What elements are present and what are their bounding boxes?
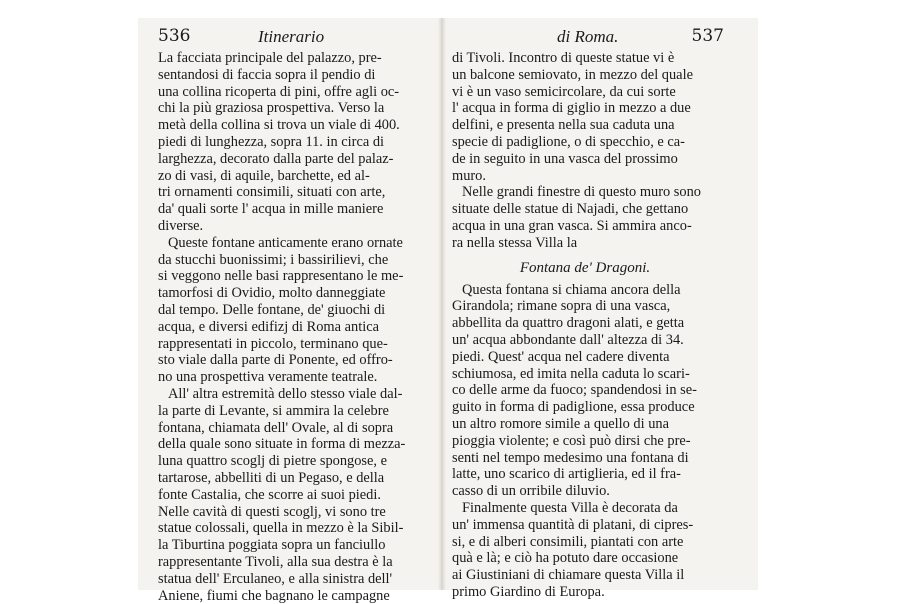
text-line: Nelle cavità di questi scoglj, vi sono tre bbox=[158, 504, 430, 521]
text-line: Finalmente questa Villa è decorata da bbox=[452, 500, 718, 517]
text-line: casso di un orribile diluvio. bbox=[452, 483, 718, 500]
text-line: la Tiburtina poggiata sopra un fanciullo bbox=[158, 537, 430, 554]
text-line: ai Giustiniani di chiamare questa Villa il bbox=[452, 567, 718, 584]
text-line: statua dell' Erculaneo, e alla sinistra dell' bbox=[158, 571, 430, 588]
text-line: schiumosa, ed imita nella caduta lo scari- bbox=[452, 366, 718, 383]
text-line: un balcone semiovato, in mezzo del quale bbox=[452, 67, 718, 84]
left-page-header bbox=[158, 26, 430, 50]
text-line: un' immensa quantità di platani, di cipres- bbox=[452, 517, 718, 534]
text-line: diverse. bbox=[158, 218, 430, 235]
text-line: La facciata principale del palazzo, pre- bbox=[158, 50, 430, 67]
right-page bbox=[452, 26, 718, 601]
text-line: chi la più graziosa prospettiva. Verso la bbox=[158, 100, 430, 117]
text-line: ra nella stessa Villa la bbox=[452, 235, 718, 252]
text-line: piedi. Quest' acqua nel cadere diventa bbox=[452, 349, 718, 366]
right-running-head: di Roma. bbox=[557, 27, 618, 47]
text-line: si, e di alberi consimili, piantati con arte bbox=[452, 534, 718, 551]
text-line: situate delle statue di Najadi, che gettano bbox=[452, 201, 718, 218]
text-line: abbellita da quattro dragoni alati, e getta bbox=[452, 315, 718, 332]
text-line: delfini, e presenta nella sua caduta una bbox=[452, 117, 718, 134]
text-line: di Tivoli. Incontro di queste statue vi è bbox=[452, 50, 718, 67]
text-line: de in seguito in una vasca del prossimo bbox=[452, 151, 718, 168]
text-line: Nelle grandi finestre di questo muro sono bbox=[452, 184, 718, 201]
text-line: rappresentati in piccolo, terminano que- bbox=[158, 336, 430, 353]
text-line: da' quali sorte l' acqua in mille maniere bbox=[158, 201, 430, 218]
text-line: un' acqua abbondante dall' altezza di 34. bbox=[452, 332, 718, 349]
text-line: un altro romore simile a quello di una bbox=[452, 416, 718, 433]
text-line: la parte di Levante, si ammira la celebre bbox=[158, 403, 430, 420]
text-line: statue colossali, quella in mezzo è la Sibil- bbox=[158, 520, 430, 537]
text-line: larghezza, decorato dalla parte del palaz- bbox=[158, 151, 430, 168]
text-line: l' acqua in forma di giglio in mezzo a due bbox=[452, 100, 718, 117]
text-line: quà e là; e ciò ha potuto dare occasione bbox=[452, 550, 718, 567]
text-line: Girandola; rimane sopra di una vasca, bbox=[452, 298, 718, 315]
right-page-body bbox=[452, 50, 718, 601]
text-line: rappresentante Tivoli, alla sua destra è la bbox=[158, 554, 430, 571]
text-line: co delle arme da fuoco; spandendosi in se- bbox=[452, 382, 718, 399]
text-line: Queste fontane anticamente erano ornate bbox=[158, 235, 430, 252]
text-line: guito in forma di padiglione, essa produce bbox=[452, 399, 718, 416]
text-line: da stucchi buonissimi; i bassirilievi, che bbox=[158, 252, 430, 269]
text-line: dal tempo. Delle fontane, de' giuochi di bbox=[158, 302, 430, 319]
text-line: della quale sono situate in forma di mezza- bbox=[158, 436, 430, 453]
left-page bbox=[158, 26, 430, 604]
left-page-body bbox=[158, 50, 430, 604]
text-line: fontana, chiamata dell' Ovale, al di sopra bbox=[158, 420, 430, 437]
left-running-head: Itinerario bbox=[258, 27, 324, 47]
text-line: Questa fontana si chiama ancora della bbox=[452, 282, 718, 299]
text-line: zo di vasi, di aquile, barchette, ed al- bbox=[158, 168, 430, 185]
text-line: una collina ricoperta di pini, offre agli oc- bbox=[158, 84, 430, 101]
text-line: tamorfosi di Ovidio, molto danneggiate bbox=[158, 285, 430, 302]
text-line: senti nel tempo medesimo una fontana di bbox=[452, 450, 718, 467]
text-line: piedi di lunghezza, sopra 11. in circa di bbox=[158, 134, 430, 151]
text-line: si veggono nelle basi rappresentano le me- bbox=[158, 268, 430, 285]
text-line: acqua in una gran vasca. Si ammira anco- bbox=[452, 218, 718, 235]
text-line: Aniene, fiumi che bagnano le campagne bbox=[158, 588, 430, 604]
text-line: no una prospettiva veramente teatrale. bbox=[158, 369, 430, 386]
text-line: pioggia violente; e così può dirsi che pre- bbox=[452, 433, 718, 450]
text-line: metà della collina si trova un viale di 400. bbox=[158, 117, 430, 134]
right-page-header bbox=[452, 26, 718, 50]
text-line: All' altra estremità dello stesso viale dal- bbox=[158, 386, 430, 403]
text-line: vi è un vaso semicircolare, da cui sorte bbox=[452, 84, 718, 101]
left-page-number: 536 bbox=[158, 26, 190, 46]
text-line: fonte Castalia, che scorre ai suoi piedi. bbox=[158, 487, 430, 504]
text-line: tri ornamenti consimili, situati con arte, bbox=[158, 184, 430, 201]
text-line: muro. bbox=[452, 168, 718, 185]
text-line: tartarose, abbelliti di un Pegaso, e della bbox=[158, 470, 430, 487]
book-gutter bbox=[438, 18, 446, 590]
text-line: specie di padiglione, o di specchio, e ca- bbox=[452, 134, 718, 151]
section-subheading: Fontana de' Dragoni. bbox=[452, 258, 718, 278]
right-page-number: 537 bbox=[692, 26, 724, 46]
text-line: acqua, e diversi edifizj di Roma antica bbox=[158, 319, 430, 336]
text-line: primo Giardino di Europa. bbox=[452, 584, 718, 601]
text-line: sto viale dalla parte di Ponente, ed offro- bbox=[158, 352, 430, 369]
text-line: sentandosi di faccia sopra il pendio di bbox=[158, 67, 430, 84]
text-line: latte, uno scarico di artiglieria, ed il fra- bbox=[452, 466, 718, 483]
text-line: luna quattro scoglj di pietre spongose, e bbox=[158, 453, 430, 470]
